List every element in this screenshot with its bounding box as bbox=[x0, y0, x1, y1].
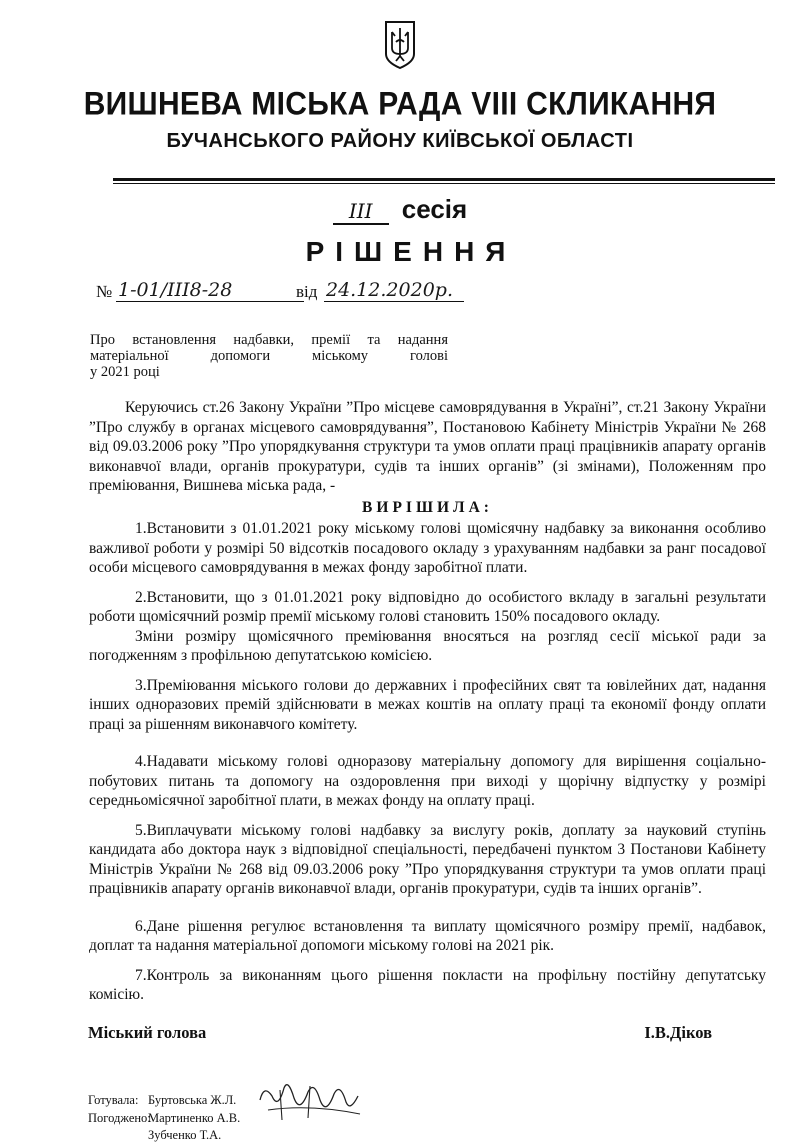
handwritten-signature bbox=[250, 1070, 370, 1130]
preparation-block bbox=[88, 1092, 240, 1145]
date-value: 24.12.2020р. bbox=[326, 279, 453, 301]
agreed-name-2: Зубченко Т.А. bbox=[148, 1128, 222, 1142]
session-number: III bbox=[333, 199, 389, 225]
registration-line bbox=[96, 279, 496, 304]
session-label: сесія bbox=[401, 194, 468, 224]
number-value: 1-01/III8-28 bbox=[118, 279, 233, 301]
subject-line-1: Про встановлення надбавки, премії та надання bbox=[90, 332, 448, 348]
item-5: 5.Виплачувати міському голові надбавку за вислугу років, доплату за науковий ступінь кандидата або доктора наук з відповідної спеціальності, передбачені пунктом 3 Постанови Кабінету Міністрів України № 268 від 09.03.2006 року ”Про упорядкування структури та умов оплати праці працівників апарату органів виконавчої влади, органів прокуратури, судів та інших органів”. bbox=[89, 821, 766, 897]
header-rule-thin bbox=[113, 183, 775, 184]
subject-line-2: матеріальної допомоги міському голові bbox=[90, 348, 448, 364]
item-7: 7.Контроль за виконанням цього рішення покласти на профільну постійну депутатську комісію. bbox=[89, 966, 766, 1003]
date-underline bbox=[324, 301, 464, 302]
subject-line-3: у 2021 році bbox=[90, 364, 160, 380]
item-6: 6.Дане рішення регулює встановлення та виплату щомісячного розміру премії, надбавок, доплат та надання матеріальної допомоги міському голові на 2021 рік. bbox=[89, 917, 766, 954]
session-line bbox=[0, 194, 800, 225]
signatory-name: І.В.Діков bbox=[644, 1023, 712, 1042]
prepared-name: Буртовська Ж.Л. bbox=[148, 1093, 237, 1107]
item-1: 1.Встановити з 01.01.2021 року міському голові щомісячну надбавку за виконання особливо важливої роботи у розмірі 50 відсотків посадового окладу з урахуванням надбавки за ранг посадової особи місцевого самоврядування в межах фонду заробітної плати. bbox=[89, 520, 766, 576]
date-label: від bbox=[296, 282, 318, 301]
item-2-continuation: Зміни розміру щомісячного преміювання вносяться на розгляд сесії міської ради за погодженням з профільною депутатською комісією. bbox=[89, 627, 766, 664]
item-3: 3.Преміювання міського голови до державних і професійних свят та ювілейних дат, надання інших одноразових премій здійснювати в межах коштів на оплату праці та економії фонду оплати праці за рішенням виконавчого комітету. bbox=[89, 676, 766, 733]
decision-subject bbox=[90, 332, 448, 380]
header-rule-thick bbox=[113, 178, 775, 181]
agreed-name-1: Мартиненко А.В. bbox=[148, 1110, 241, 1125]
preamble: Керуючись ст.26 Закону України ”Про місцеве самоврядування в Україні”, ст.21 Закону України ”Про службу в органах місцевого самоврядування”, Постановою Кабінету Міністрів України № 268 від 09.03.2006 року ”Про упорядкування структури та умов оплати праці працівників апарату органів виконавчої влади, органів прокуратури, судів та інших органів” (зі змінами), Положенням про преміювання, Вишнева міська рада, - bbox=[89, 399, 766, 494]
decision-body bbox=[89, 398, 766, 1005]
prepared-label: Готувала: bbox=[88, 1093, 139, 1107]
signatory-position: Міський голова bbox=[88, 1023, 207, 1042]
council-district: БУЧАНСЬКОГО РАЙОНУ КИЇВСЬКОЇ ОБЛАСТІ bbox=[166, 130, 634, 152]
resolved-heading: ВИРІШИЛА: bbox=[362, 498, 493, 516]
decision-title: РІШЕННЯ bbox=[305, 236, 517, 267]
item-4: 4.Надавати міському голові одноразову матеріальну допомогу для вирішення соціально-побутових питань та допомогу на оздоровлення при виході у щорічну відпустку у розмірі середньомісячної заробітної плати, в межах фонду на оплату праці. bbox=[89, 753, 766, 809]
trident-emblem-icon bbox=[383, 20, 417, 70]
number-label: № bbox=[96, 282, 113, 301]
item-2: 2.Встановити, що з 01.01.2021 року відповідно до особистого вкладу в загальні результати роботи щомісячний розмір премії міському голові становить 150% посадового окладу. bbox=[89, 588, 766, 625]
council-name: ВИШНЕВА МІСЬКА РАДА VIII СКЛИКАННЯ bbox=[83, 86, 717, 123]
agreed-label: Погоджено: bbox=[88, 1110, 151, 1125]
number-underline bbox=[116, 301, 304, 302]
